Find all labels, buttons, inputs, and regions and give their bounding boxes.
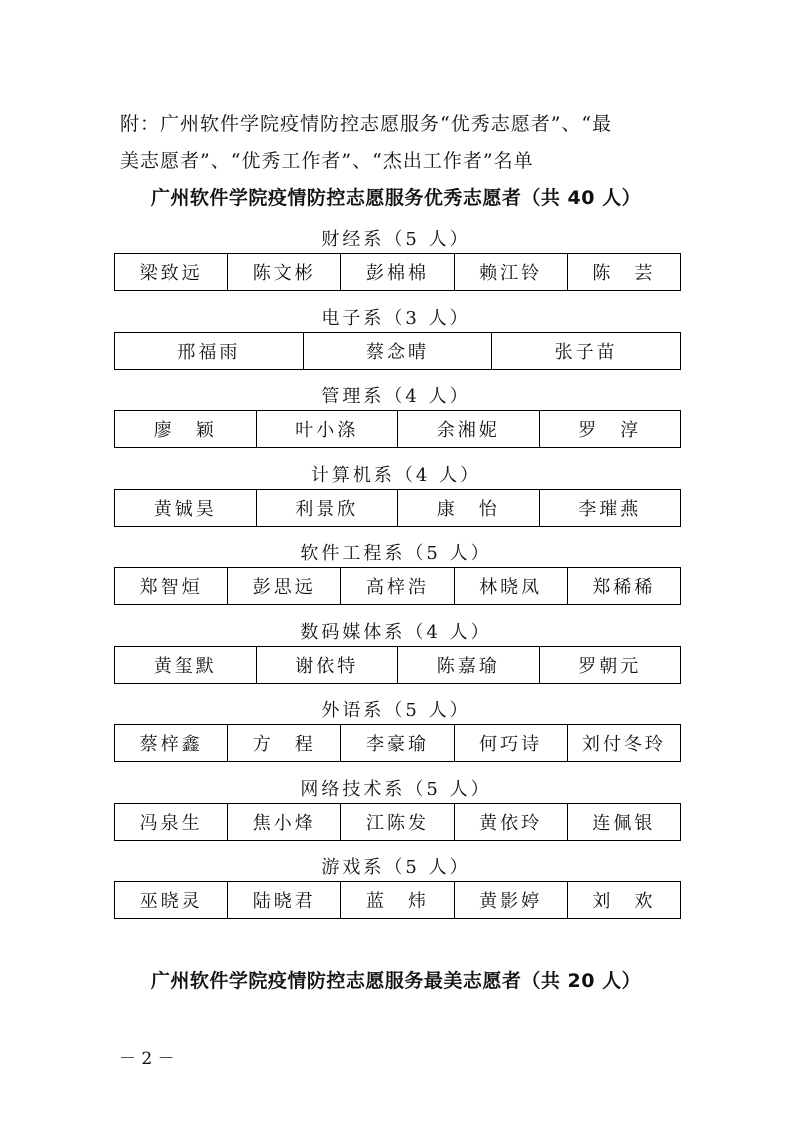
names-table xyxy=(114,253,681,291)
name-cell: 蔡梓鑫 xyxy=(115,725,228,762)
name-cell: 彭思远 xyxy=(228,568,341,605)
table-row xyxy=(115,803,681,840)
name-cell: 连佩银 xyxy=(567,803,680,840)
name-cell: 陈文彬 xyxy=(228,254,341,291)
name-cell: 何巧诗 xyxy=(454,725,567,762)
name-cell: 郑稀稀 xyxy=(567,568,680,605)
department-heading: 管理系（4 人） xyxy=(321,386,471,407)
name-cell: 张子苗 xyxy=(492,332,681,369)
names-table xyxy=(114,646,681,684)
name-cell: 李豪瑜 xyxy=(341,725,454,762)
department-heading: 计算机系（4 人） xyxy=(310,464,482,486)
name-cell: 彭棉棉 xyxy=(341,254,454,291)
name-cell: 刘 欢 xyxy=(567,882,680,919)
department-heading: 电子系（3 人） xyxy=(321,307,471,329)
name-cell: 刘付冬玲 xyxy=(567,725,680,762)
name-cell: 黄玺默 xyxy=(115,646,257,683)
name-cell: 余湘妮 xyxy=(398,411,540,448)
name-cell: 廖 颖 xyxy=(115,411,257,448)
names-table xyxy=(114,724,681,762)
name-cell: 高梓浩 xyxy=(341,568,454,605)
names-table xyxy=(114,332,681,370)
name-cell: 利景欣 xyxy=(256,489,398,526)
name-cell: 康 怡 xyxy=(398,489,540,526)
name-cell: 邢福雨 xyxy=(115,332,304,369)
name-cell: 郑智烜 xyxy=(115,568,228,605)
name-cell: 方 程 xyxy=(228,725,341,762)
department-heading: 外语系（5 人） xyxy=(321,700,471,721)
name-cell: 黄铖昊 xyxy=(115,489,257,526)
department-heading: 软件工程系（5 人） xyxy=(300,543,492,564)
name-cell: 冯泉生 xyxy=(115,803,228,840)
name-cell: 叶小涤 xyxy=(256,411,398,448)
name-cell: 焦小烽 xyxy=(228,803,341,840)
department-heading: 数码媒体系（4 人） xyxy=(300,621,492,643)
table-row xyxy=(115,411,681,448)
name-cell: 罗朝元 xyxy=(539,646,681,683)
names-table xyxy=(114,803,681,841)
name-cell: 黄影婷 xyxy=(454,882,567,919)
table-row xyxy=(115,489,681,526)
name-cell: 林晓凤 xyxy=(454,568,567,605)
names-table xyxy=(114,881,681,919)
table-row xyxy=(115,646,681,683)
name-cell: 李璀燕 xyxy=(539,489,681,526)
name-cell: 黄依玲 xyxy=(454,803,567,840)
section-title-most-beautiful-volunteers: 广州软件学院疫情防控志愿服务最美志愿者（共 20 人） xyxy=(150,970,642,992)
table-row xyxy=(115,254,681,291)
intro-line-2: 美志愿者”、“优秀工作者”、“杰出工作者”名单 xyxy=(120,150,534,172)
name-cell: 巫晓灵 xyxy=(115,882,228,919)
page-number: － 2 － xyxy=(119,1049,175,1069)
department-heading: 游戏系（5 人） xyxy=(321,857,471,878)
name-cell: 陈 芸 xyxy=(567,254,680,291)
name-cell: 谢依特 xyxy=(256,646,398,683)
department-heading: 财经系（5 人） xyxy=(321,229,471,250)
section-title-outstanding-volunteers: 广州软件学院疫情防控志愿服务优秀志愿者（共 40 人） xyxy=(150,187,642,209)
table-row xyxy=(115,568,681,605)
name-cell: 陆晓君 xyxy=(228,882,341,919)
name-cell: 罗 淳 xyxy=(539,411,681,448)
name-cell: 陈嘉瑜 xyxy=(398,646,540,683)
name-cell: 江陈发 xyxy=(341,803,454,840)
names-table xyxy=(114,489,681,527)
department-heading: 网络技术系（5 人） xyxy=(300,778,492,800)
names-table xyxy=(114,410,681,448)
name-cell: 梁致远 xyxy=(115,254,228,291)
table-row xyxy=(115,725,681,762)
names-table xyxy=(114,567,681,605)
name-cell: 蔡念晴 xyxy=(303,332,492,369)
table-row xyxy=(115,332,681,369)
name-cell: 蓝 炜 xyxy=(341,882,454,919)
intro-line-1: 附：广州软件学院疫情防控志愿服务“优秀志愿者”、“最 xyxy=(120,113,613,135)
name-cell: 赖江铃 xyxy=(454,254,567,291)
table-row xyxy=(115,882,681,919)
